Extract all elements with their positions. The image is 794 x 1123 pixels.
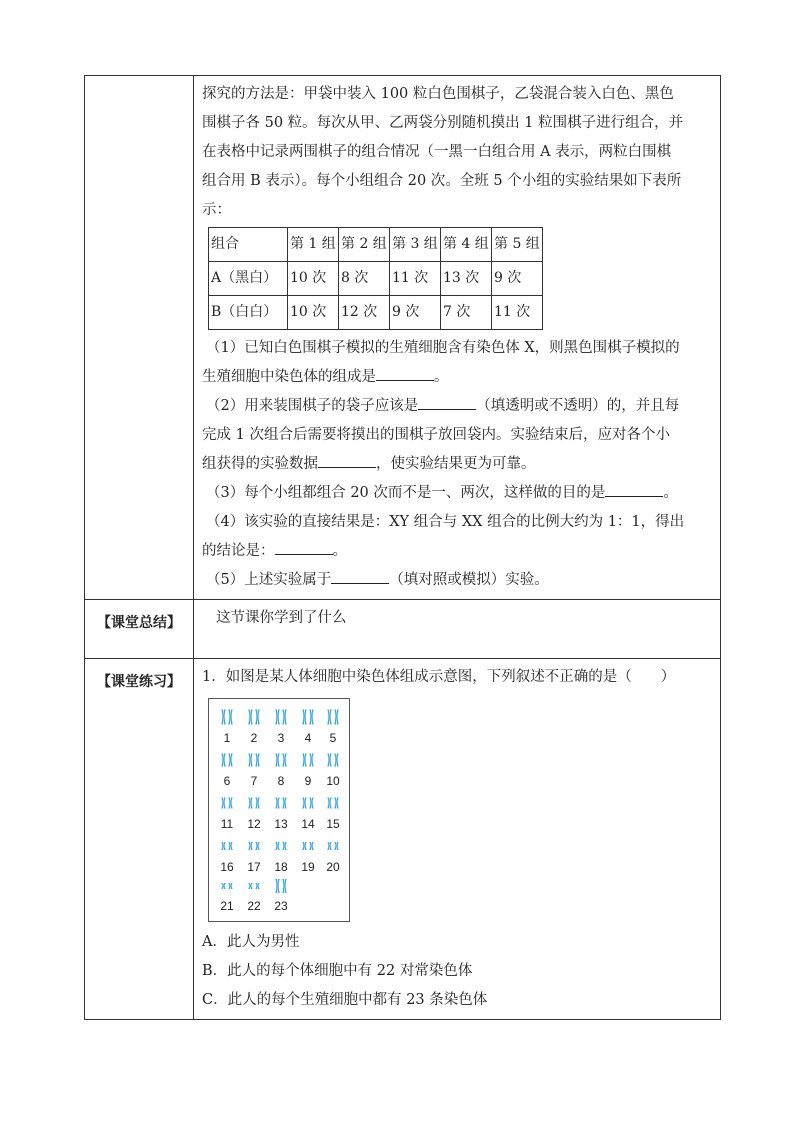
practice-question: 1．如图是某人体细胞中染色体组成示意图，下列叙述不正确的是（ ） xyxy=(202,669,676,685)
choice-c[interactable]: C．此人的每个生殖细胞中都有 23 条染色体 xyxy=(202,992,488,1008)
question-text: 生殖细胞中染色体的组成是 xyxy=(202,369,376,385)
answer-blank[interactable] xyxy=(331,567,389,584)
chromosome xyxy=(275,842,279,850)
answer-blank[interactable] xyxy=(275,538,333,555)
lesson-table xyxy=(84,75,721,1020)
chromosome xyxy=(302,754,306,767)
results-cell: A（黑白） xyxy=(209,262,288,296)
choice-a[interactable]: A．此人为男性 xyxy=(202,934,300,950)
chromosome-pair xyxy=(275,842,286,850)
chromosome xyxy=(228,710,232,725)
chromosome xyxy=(334,842,338,850)
chromosome-pair xyxy=(221,883,232,889)
results-cell: 8 次 xyxy=(339,262,390,296)
results-cell: 11 次 xyxy=(390,262,441,296)
chromosome xyxy=(255,754,259,767)
chromosome-pair xyxy=(221,798,232,809)
chromosome-number: 7 xyxy=(250,774,258,788)
question-text: 。 xyxy=(332,543,347,559)
results-header-cell: 第 5 组 xyxy=(492,228,543,262)
question-text: 完成 1 次组合后需要将摸出的围棋子放回袋内。实验结束后，应对各个小 xyxy=(202,427,670,443)
chromosome-number: 11 xyxy=(220,817,234,831)
question-text: 。 xyxy=(434,369,449,385)
chromosome-number: 23 xyxy=(274,899,288,913)
chromosome xyxy=(309,798,313,809)
chromosome xyxy=(228,798,232,809)
question-text: （1）已知白色围棋子模拟的生殖细胞含有染色体 X，则黑色围棋子模拟的 xyxy=(206,340,680,356)
method-line: 示： xyxy=(202,202,231,218)
chromosome-pair xyxy=(221,754,232,767)
chromosome-pair xyxy=(302,710,313,725)
question-text: 的结论是： xyxy=(202,543,275,559)
results-row xyxy=(209,262,543,296)
chromosome-number: 2 xyxy=(250,731,258,745)
answer-blank[interactable] xyxy=(605,480,663,497)
answer-blank[interactable] xyxy=(318,451,376,468)
summary-content-cell xyxy=(194,600,721,659)
chromosome xyxy=(275,754,279,767)
chromosome xyxy=(282,879,286,893)
chromosome xyxy=(327,842,331,850)
chromosome xyxy=(221,883,225,889)
method-content-cell xyxy=(194,76,721,600)
chromosome xyxy=(248,842,252,850)
results-header-cell: 第 4 组 xyxy=(441,228,492,262)
chromosome-number: 15 xyxy=(326,817,340,831)
chromosome-pair xyxy=(248,883,259,889)
chromosome-number: 19 xyxy=(301,860,315,874)
chromosome-number: 5 xyxy=(329,731,337,745)
practice-row xyxy=(85,659,721,1020)
results-cell: 10 次 xyxy=(288,262,339,296)
results-row xyxy=(209,296,543,330)
chromosome-number: 17 xyxy=(247,860,261,874)
summary-row xyxy=(85,600,721,659)
chromosome-pair xyxy=(302,842,313,850)
answer-blank[interactable] xyxy=(376,364,434,381)
chromosome xyxy=(309,842,313,850)
chromosome xyxy=(221,710,225,725)
chromosome-number: 21 xyxy=(220,899,234,913)
chromosome-number: 13 xyxy=(274,817,288,831)
method-line: 在表格中记录两围棋子的组合情况（一黑一白组合用 A 表示，两粒白围棋 xyxy=(202,144,672,160)
question-2-cont xyxy=(202,450,714,479)
chromosome-pair xyxy=(248,798,259,809)
chromosome xyxy=(228,842,232,850)
question-3 xyxy=(202,479,714,508)
karyotype-diagram xyxy=(209,699,351,923)
method-line: 探究的方法是：甲袋中装入 100 粒白色围棋子，乙袋混合装入白色、黑色 xyxy=(202,86,674,102)
question-2-cont xyxy=(202,421,714,450)
chromosome-number: 14 xyxy=(301,817,315,831)
chromosome-number: 22 xyxy=(247,899,261,913)
chromosome xyxy=(282,842,286,850)
chromosome-pair xyxy=(275,879,286,893)
results-cell: 11 次 xyxy=(492,296,543,330)
chromosome-pair xyxy=(275,754,286,767)
chromosome xyxy=(282,798,286,809)
chromosome xyxy=(334,710,338,725)
chromosome xyxy=(309,754,313,767)
chromosome xyxy=(255,798,259,809)
chromosome-pair xyxy=(327,842,338,850)
results-header-cell: 组合 xyxy=(209,228,288,262)
chromosome-pair xyxy=(327,798,338,809)
method-label-cell xyxy=(85,76,194,600)
practice-label: 【课堂练习】 xyxy=(85,659,194,1020)
results-cell: 10 次 xyxy=(288,296,339,330)
chromosome-number: 4 xyxy=(304,731,312,745)
results-cell: 13 次 xyxy=(441,262,492,296)
chromosome-number: 10 xyxy=(326,774,340,788)
chromosome xyxy=(221,798,225,809)
chromosome-number: 12 xyxy=(247,817,261,831)
chromosome xyxy=(228,883,232,889)
choice-b[interactable]: B．此人的每个体细胞中有 22 对常染色体 xyxy=(202,963,473,979)
chromosome-pair xyxy=(302,754,313,767)
method-line: 围棋子各 50 粒。每次从甲、乙两袋分别随机摸出 1 粒围棋子进行组合，并 xyxy=(202,115,684,131)
question-text: （4）该实验的直接结果是：XY 组合与 XX 组合的比例大约为 1：1，得出 xyxy=(206,514,685,530)
chromosome xyxy=(275,710,279,725)
summary-label: 【课堂总结】 xyxy=(85,600,194,659)
chromosome xyxy=(275,879,279,893)
answer-blank[interactable] xyxy=(418,393,476,410)
chromosome xyxy=(248,798,252,809)
chromosome-pair xyxy=(248,842,259,850)
chromosome xyxy=(327,710,331,725)
results-header-cell: 第 2 组 xyxy=(339,228,390,262)
question-1-cont xyxy=(202,363,714,392)
karyotype-figure xyxy=(208,698,350,922)
chromosome-pair xyxy=(327,754,338,767)
chromosome xyxy=(302,710,306,725)
results-cell: 9 次 xyxy=(390,296,441,330)
chromosome-number: 1 xyxy=(223,731,231,745)
results-header-cell: 第 1 组 xyxy=(288,228,339,262)
chromosome xyxy=(282,710,286,725)
chromosome xyxy=(248,710,252,725)
question-text: 。 xyxy=(663,485,678,501)
question-text: （3）每个小组都组合 20 次而不是一、两次，这样做的目的是 xyxy=(206,485,606,501)
chromosome xyxy=(221,754,225,767)
chromosome xyxy=(248,883,252,889)
chromosome xyxy=(255,842,259,850)
results-cell: 9 次 xyxy=(492,262,543,296)
method-line: 组合用 B 表示）。每个小组组合 20 次。全班 5 个小组的实验结果如下表所 xyxy=(202,173,682,189)
chromosome xyxy=(334,798,338,809)
chromosome xyxy=(228,754,232,767)
question-5 xyxy=(202,566,714,595)
question-4 xyxy=(202,508,714,537)
results-header-cell: 第 3 组 xyxy=(390,228,441,262)
question-text: ，使实验结果更为可靠。 xyxy=(376,456,536,472)
question-text: （5）上述实验属于 xyxy=(206,572,332,588)
chromosome-number: 8 xyxy=(277,774,285,788)
chromosome xyxy=(302,842,306,850)
chromosome xyxy=(221,842,225,850)
results-header-row xyxy=(209,228,543,262)
question-text: （填透明或不透明）的，并且每 xyxy=(476,398,680,414)
chromosome-pair xyxy=(302,798,313,809)
results-cell: B（白白） xyxy=(209,296,288,330)
chromosome xyxy=(334,754,338,767)
chromosome-number: 20 xyxy=(326,860,340,874)
results-cell: 12 次 xyxy=(339,296,390,330)
chromosome-pair xyxy=(248,754,259,767)
chromosome xyxy=(255,883,259,889)
chromosome-pair xyxy=(248,710,259,725)
question-text: （2）用来装围棋子的袋子应该是 xyxy=(206,398,419,414)
question-1 xyxy=(202,334,714,363)
chromosome xyxy=(275,798,279,809)
chromosome xyxy=(255,710,259,725)
practice-content-cell xyxy=(194,659,721,1020)
question-4-cont xyxy=(202,537,714,566)
chromosome xyxy=(282,754,286,767)
chromosome xyxy=(309,710,313,725)
chromosome-number: 6 xyxy=(223,774,231,788)
question-text: （填对照或模拟）实验。 xyxy=(389,572,549,588)
question-2 xyxy=(202,392,714,421)
results-cell: 7 次 xyxy=(441,296,492,330)
chromosome-number: 18 xyxy=(274,860,288,874)
chromosome xyxy=(327,754,331,767)
chromosome-pair xyxy=(327,710,338,725)
chromosome-number: 9 xyxy=(304,774,312,788)
chromosome-number: 16 xyxy=(220,860,234,874)
chromosome xyxy=(248,754,252,767)
chromosome-number: 3 xyxy=(277,731,285,745)
chromosome xyxy=(302,798,306,809)
method-row xyxy=(85,76,721,600)
chromosome xyxy=(327,798,331,809)
chromosome-pair xyxy=(221,710,232,725)
chromosome-pair xyxy=(275,798,286,809)
chromosome-pair xyxy=(275,710,286,725)
results-table xyxy=(208,227,543,330)
chromosome-pair xyxy=(221,842,232,850)
summary-text: 这节课你学到了什么 xyxy=(216,610,347,626)
question-text: 组获得的实验数据 xyxy=(202,456,318,472)
